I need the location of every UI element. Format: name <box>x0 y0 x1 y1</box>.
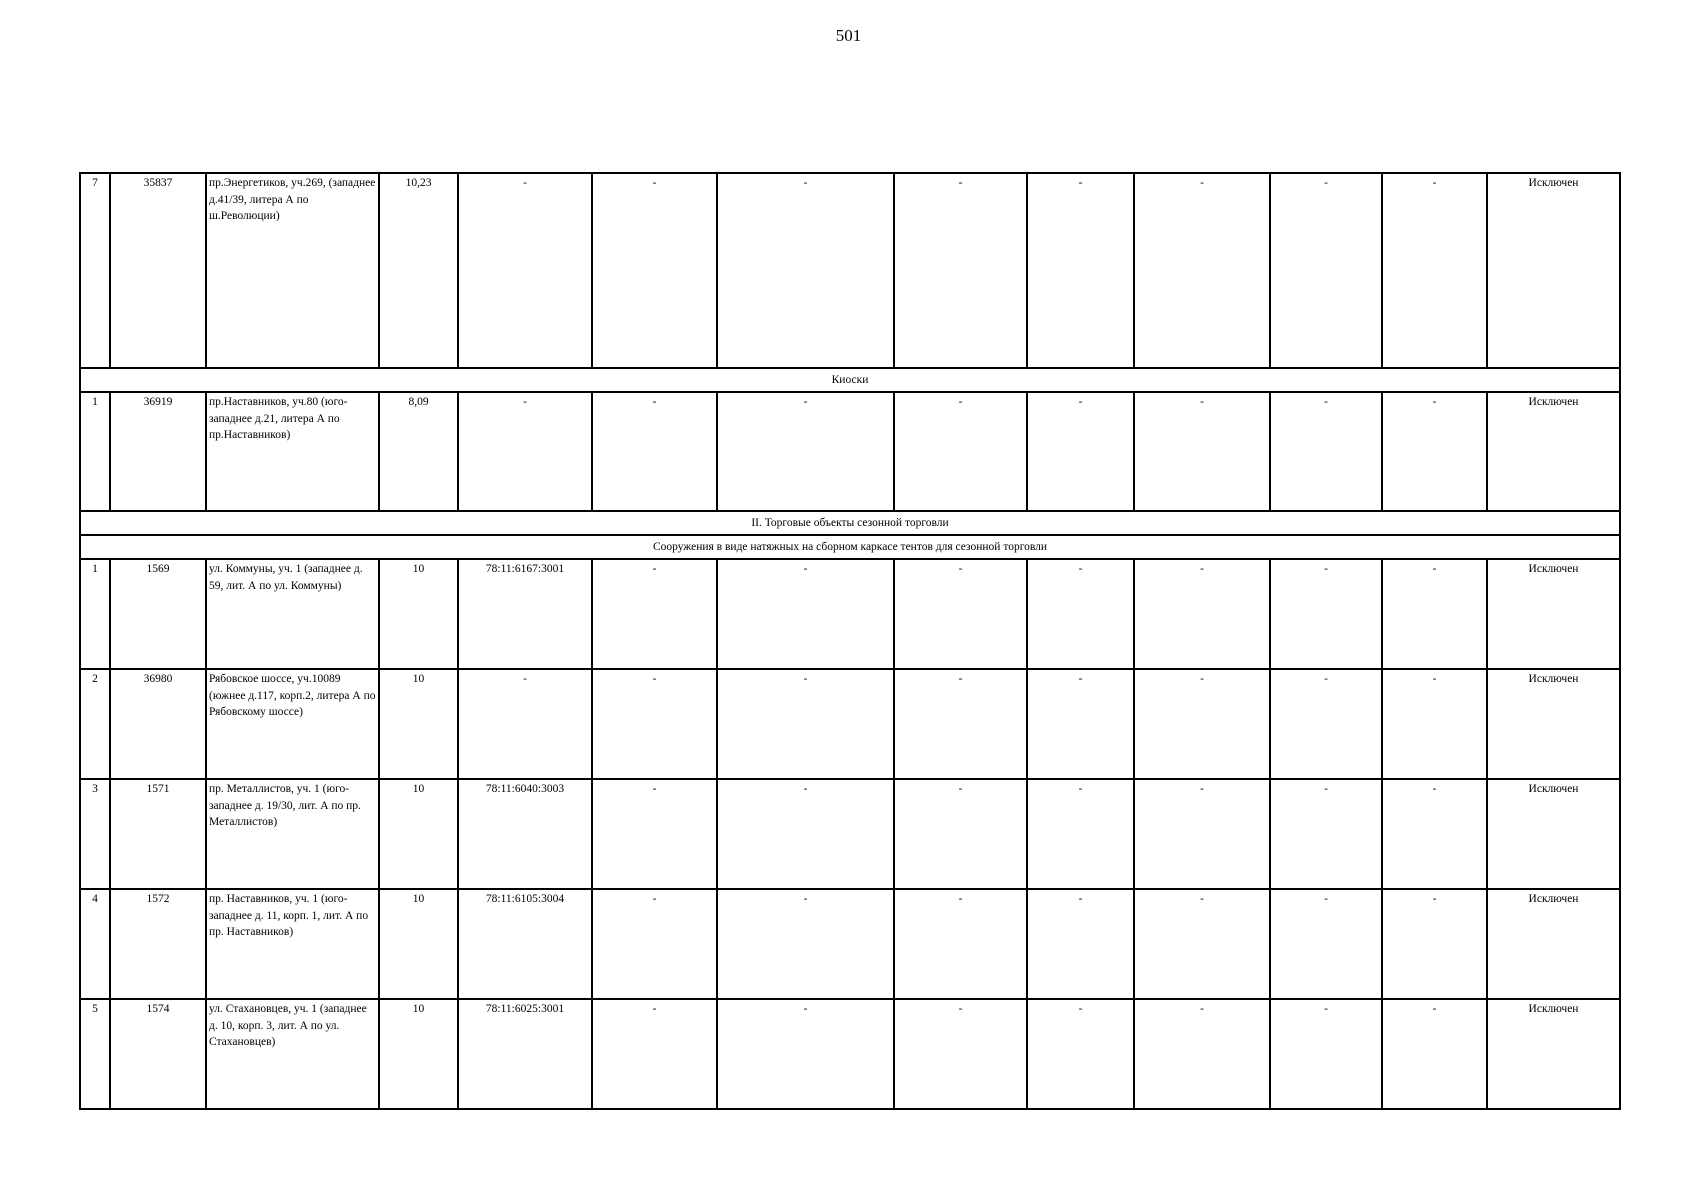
table-row <box>80 392 1620 511</box>
status-cell: Исключен <box>1487 669 1620 779</box>
object-id-cell: 1569 <box>110 559 206 669</box>
table-cell: - <box>592 999 717 1109</box>
table-row <box>80 999 1620 1109</box>
table-row <box>80 669 1620 779</box>
area-cell: 10 <box>379 999 458 1109</box>
table-cell: - <box>1382 392 1487 511</box>
cadastral-number-cell: - <box>458 173 592 368</box>
table-cell: - <box>1134 779 1270 889</box>
area-cell: 10,23 <box>379 173 458 368</box>
cadastral-number-cell: - <box>458 669 592 779</box>
address-cell: пр. Наставников, уч. 1 (юго-западнее д. 11, корп. 1, лит. А по пр. Наставников) <box>206 889 379 999</box>
table-cell: - <box>1382 173 1487 368</box>
table-row <box>80 889 1620 999</box>
table-cell: - <box>1134 173 1270 368</box>
table-cell: - <box>592 173 717 368</box>
table-cell: - <box>1027 889 1134 999</box>
table-cell: - <box>1027 779 1134 889</box>
section-row <box>80 368 1620 392</box>
object-id-cell: 1571 <box>110 779 206 889</box>
table-cell: - <box>717 392 894 511</box>
table-cell: - <box>592 889 717 999</box>
section-title: Сооружения в виде натяжных на сборном каркасе тентов для сезонной торговли <box>80 535 1620 559</box>
table-cell: - <box>1270 669 1382 779</box>
cadastral-number-cell: - <box>458 392 592 511</box>
table-cell: - <box>1134 669 1270 779</box>
address-cell: пр. Металлистов, уч. 1 (юго-западнее д. 19/30, лит. А по пр. Металлистов) <box>206 779 379 889</box>
table-cell: - <box>1134 559 1270 669</box>
table-cell: - <box>894 559 1027 669</box>
area-cell: 10 <box>379 889 458 999</box>
section-title: II. Торговые объекты сезонной торговли <box>80 511 1620 535</box>
table-cell: - <box>717 173 894 368</box>
area-cell: 10 <box>379 779 458 889</box>
table-cell: - <box>894 392 1027 511</box>
table-cell: - <box>1270 173 1382 368</box>
table-cell: - <box>1382 559 1487 669</box>
cadastral-number-cell: 78:11:6105:3004 <box>458 889 592 999</box>
table-cell: - <box>717 999 894 1109</box>
table-cell: - <box>717 889 894 999</box>
row-number-cell: 1 <box>80 559 110 669</box>
object-id-cell: 36980 <box>110 669 206 779</box>
table-cell: - <box>894 889 1027 999</box>
row-number-cell: 2 <box>80 669 110 779</box>
object-id-cell: 36919 <box>110 392 206 511</box>
table-cell: - <box>717 559 894 669</box>
row-number-cell: 1 <box>80 392 110 511</box>
row-number-cell: 5 <box>80 999 110 1109</box>
object-id-cell: 35837 <box>110 173 206 368</box>
table-cell: - <box>717 779 894 889</box>
table-cell: - <box>1134 392 1270 511</box>
table-cell: - <box>592 779 717 889</box>
section-title: Киоски <box>80 368 1620 392</box>
status-cell: Исключен <box>1487 173 1620 368</box>
table-row <box>80 779 1620 889</box>
address-cell: Рябовское шоссе, уч.10089 (южнее д.117, корп.2, литера А по Рябовскому шоссе) <box>206 669 379 779</box>
table-cell: - <box>1027 173 1134 368</box>
area-cell: 10 <box>379 559 458 669</box>
table-cell: - <box>1027 999 1134 1109</box>
address-cell: пр.Наставников, уч.80 (юго-западнее д.21, литера А по пр.Наставников) <box>206 392 379 511</box>
table-cell: - <box>1134 999 1270 1109</box>
table-row <box>80 173 1620 368</box>
table-cell: - <box>894 999 1027 1109</box>
table-cell: - <box>592 669 717 779</box>
object-id-cell: 1572 <box>110 889 206 999</box>
table-cell: - <box>1382 669 1487 779</box>
status-cell: Исключен <box>1487 392 1620 511</box>
table-cell: - <box>592 559 717 669</box>
table-cell: - <box>1270 779 1382 889</box>
table-cell: - <box>1382 889 1487 999</box>
table-cell: - <box>1382 779 1487 889</box>
table-cell: - <box>1382 999 1487 1109</box>
object-id-cell: 1574 <box>110 999 206 1109</box>
table-cell: - <box>894 669 1027 779</box>
table-cell: - <box>1270 889 1382 999</box>
registry-table <box>79 172 1621 1110</box>
page-number: 501 <box>835 26 862 45</box>
status-cell: Исключен <box>1487 999 1620 1109</box>
row-number-cell: 7 <box>80 173 110 368</box>
address-cell: ул. Коммуны, уч. 1 (западнее д. 59, лит. А по ул. Коммуны) <box>206 559 379 669</box>
status-cell: Исключен <box>1487 889 1620 999</box>
table-cell: - <box>894 779 1027 889</box>
row-number-cell: 3 <box>80 779 110 889</box>
table-cell: - <box>1027 669 1134 779</box>
section-row <box>80 511 1620 535</box>
table-cell: - <box>1270 392 1382 511</box>
row-number-cell: 4 <box>80 889 110 999</box>
table-cell: - <box>717 669 894 779</box>
status-cell: Исключен <box>1487 779 1620 889</box>
table-row <box>80 559 1620 669</box>
table-cell: - <box>894 173 1027 368</box>
status-cell: Исключен <box>1487 559 1620 669</box>
address-cell: ул. Стахановцев, уч. 1 (западнее д. 10, корп. 3, лит. А по ул. Стахановцев) <box>206 999 379 1109</box>
table-cell: - <box>1270 999 1382 1109</box>
address-cell: пр.Энергетиков, уч.269, (западнее д.41/39, литера А по ш.Революции) <box>206 173 379 368</box>
table-cell: - <box>1134 889 1270 999</box>
table-cell: - <box>1027 392 1134 511</box>
table-cell: - <box>1270 559 1382 669</box>
cadastral-number-cell: 78:11:6040:3003 <box>458 779 592 889</box>
cadastral-number-cell: 78:11:6167:3001 <box>458 559 592 669</box>
area-cell: 8,09 <box>379 392 458 511</box>
section-row <box>80 535 1620 559</box>
cadastral-number-cell: 78:11:6025:3001 <box>458 999 592 1109</box>
area-cell: 10 <box>379 669 458 779</box>
table-cell: - <box>592 392 717 511</box>
table-cell: - <box>1027 559 1134 669</box>
